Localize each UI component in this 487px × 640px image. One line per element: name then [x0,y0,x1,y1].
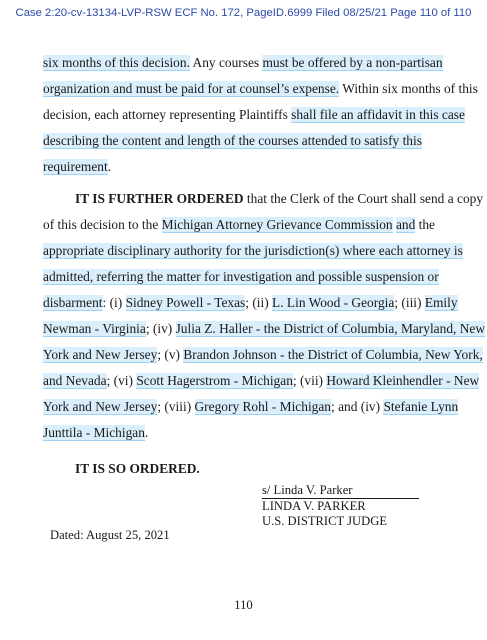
highlight-annotation[interactable]: Brandon Johnson - the District of Columbia, New York, [183,347,483,362]
highlight-annotation[interactable]: Junttila - Michigan [43,425,145,440]
text-line [43,456,453,482]
highlight-annotation[interactable]: Sidney Powell - Texas [125,295,246,310]
text-run: ; (iii) [394,295,425,310]
text-line [43,212,453,238]
highlight-annotation[interactable]: appropriate disciplinary authority for the jurisdiction(s) where each attorney is [43,243,463,258]
highlight-annotation[interactable]: Scott Hagerstrom - Michigan [136,373,293,388]
highlight-annotation[interactable]: admitted, referring the matter for investigation and possible suspension or [43,269,439,284]
text-line [43,290,458,316]
paragraph-courses [43,50,478,180]
so-ordered-heading: IT IS SO ORDERED. [75,461,200,476]
highlight-annotation[interactable]: Stefanie Lynn [383,399,459,414]
text-line [43,368,480,394]
so-ordered-block [43,456,453,482]
signature-name-typed: s/ Linda V. Parker [262,483,419,499]
text-line [43,186,484,212]
text-line [43,238,463,264]
text-run: : (i) [102,295,126,310]
further-ordered-heading: IT IS FURTHER ORDERED [75,191,244,206]
judge-title: U.S. DISTRICT JUDGE [262,514,388,528]
text-line [43,316,485,342]
text-run: that the Clerk of the Court shall send a copy [243,191,484,206]
text-line [43,394,459,420]
text-run: ; (viii) [157,399,195,414]
case-header: Case 2:20-cv-13134-LVP-RSW ECF No. 172, PageID.6999 Filed 08/25/21 Page 110 of 110 [15,7,472,19]
text-line [43,342,483,368]
highlight-annotation[interactable]: requirement [43,159,108,174]
signature-line [262,483,419,499]
text-run: the [415,217,436,232]
highlight-annotation[interactable]: Emily [424,295,458,310]
highlight-annotation[interactable]: Howard Kleinhendler - New [326,373,480,388]
highlight-annotation[interactable]: shall file an affidavit in this case [291,107,465,122]
highlight-annotation[interactable]: Gregory Rohl - Michigan [194,399,331,414]
page-number: 110 [234,598,253,612]
text-line [43,50,453,76]
highlight-annotation[interactable]: York and New Jersey [43,347,158,362]
highlight-annotation[interactable]: L. Lin Wood - Georgia [272,295,395,310]
highlight-annotation[interactable]: Michigan Attorney Grievance Commission [161,217,393,232]
text-line [43,264,453,290]
text-run: ; (v) [157,347,184,362]
text-run: Any courses [189,55,263,70]
text-line [43,128,453,154]
highlight-annotation[interactable]: describing the content and length of the courses attended to satisfy this [43,133,422,148]
text-run: . [144,425,149,440]
text-run: . [107,159,112,174]
text-run: ; and (iv) [331,399,384,414]
highlight-annotation[interactable]: and [395,217,416,232]
paragraph-further-ordered [43,186,485,446]
text-run: ; (ii) [245,295,273,310]
text-run: decision, each attorney representing Plaintiffs [43,107,292,122]
text-run: ; (vi) [106,373,137,388]
text-run: Within six months of this [339,81,478,96]
text-run: ; (vii) [292,373,327,388]
highlight-annotation[interactable]: Newman - Virginia [43,321,146,336]
highlight-annotation[interactable]: six months of this decision. [43,55,190,70]
text-run: ; (iv) [145,321,176,336]
highlight-annotation[interactable]: disbarment [43,295,103,310]
highlight-annotation[interactable]: York and New Jersey [43,399,158,414]
text-line [43,154,453,180]
text-line [43,76,478,102]
highlight-annotation[interactable]: must be offered by a non-partisan [262,55,443,70]
signature-block [262,483,419,529]
highlight-annotation[interactable]: Julia Z. Haller - the District of Columbia, Maryland, New [175,321,485,336]
text-line [43,102,465,128]
highlight-annotation[interactable]: and Nevada [43,373,107,388]
text-line [43,420,453,446]
highlight-annotation[interactable]: organization and must be paid for at counsel’s expense. [43,81,340,96]
text-run: of this decision to the [43,217,162,232]
dated-line: Dated: August 25, 2021 [50,528,170,542]
judge-name: LINDA V. PARKER [262,499,366,513]
